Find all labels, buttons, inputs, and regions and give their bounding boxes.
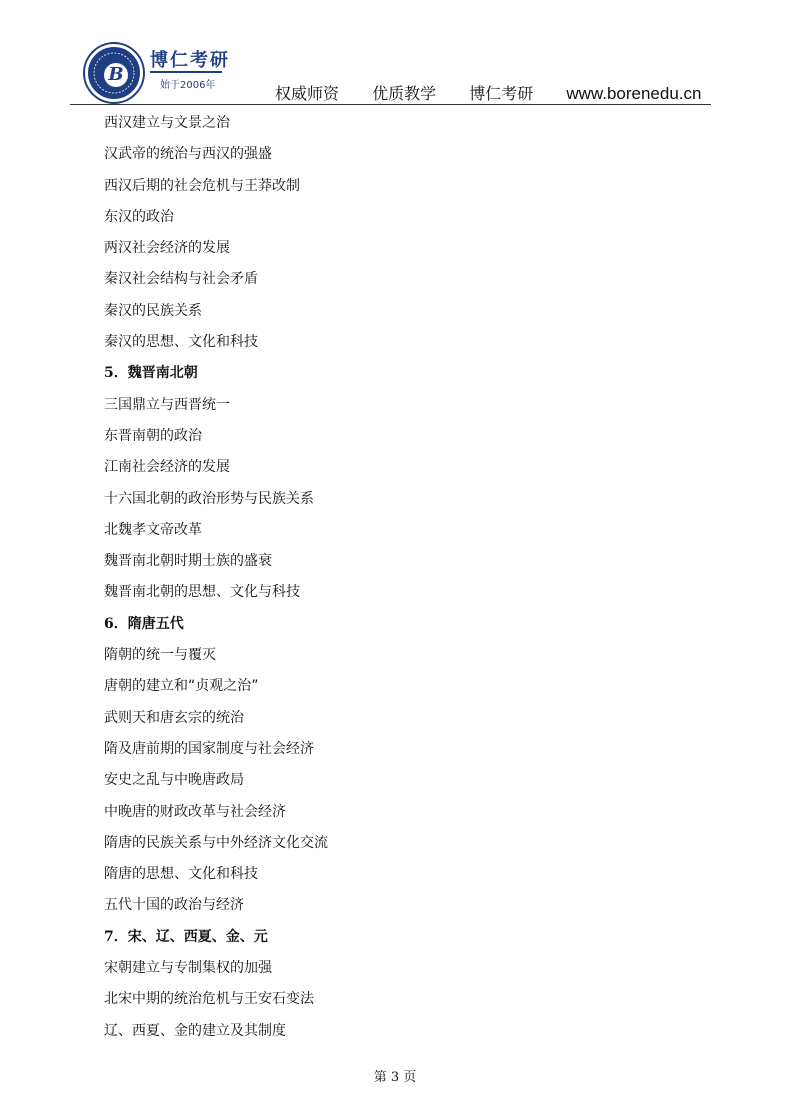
syllabus-item: 东汉的政治 [104,208,174,225]
syllabus-item: 武则天和唐玄宗的统治 [104,709,244,726]
page-header [0,0,790,106]
syllabus-item: 秦汉的民族关系 [104,302,202,319]
syllabus-item: 西汉后期的社会危机与王莽改制 [104,177,300,194]
syllabus-item: 隋唐的民族关系与中外经济文化交流 [104,834,328,851]
syllabus-item: 秦汉社会结构与社会矛盾 [104,271,258,288]
syllabus-item: 秦汉的思想、文化和科技 [104,334,258,351]
header-divider [70,104,711,105]
website-url: www.borenedu.cn [566,84,702,103]
section-heading: 7．宋、辽、西夏、金、元 [104,928,268,945]
syllabus-item: 北魏孝文帝改革 [104,521,202,538]
syllabus-item: 汉武帝的统治与西汉的强盛 [104,146,272,163]
nav-item-teaching: 优质教学 [372,84,437,103]
syllabus-item: 东晋南朝的政治 [104,427,202,444]
nav-item-brand: 博仁考研 [469,84,534,103]
syllabus-item: 宋朝建立与专制集权的加强 [104,960,272,977]
syllabus-item: 隋及唐前期的国家制度与社会经济 [104,740,314,757]
page-number: 第 3 页 [373,1070,417,1085]
syllabus-item: 中晚唐的财政改革与社会经济 [104,803,286,820]
brand-underline [150,71,222,73]
section-heading: 5．魏晋南北朝 [104,365,198,382]
syllabus-item: 西汉建立与文景之治 [104,115,230,131]
boren-logo-seal [85,44,143,102]
syllabus-item: 魏晋南北朝的思想、文化与科技 [104,584,300,601]
logo-letter-b: B [104,63,128,87]
section-heading: 6．隋唐五代 [104,615,184,632]
syllabus-item: 三国鼎立与西晋统一 [104,396,230,413]
header-nav [275,81,701,104]
brand-name: 博仁考研 [150,50,230,71]
brand-since: 始于2006年 [160,80,216,91]
syllabus-list [104,108,704,1047]
syllabus-item: 十六国北朝的政治形势与民族关系 [104,490,314,507]
syllabus-item: 魏晋南北朝时期士族的盛衰 [104,553,272,570]
syllabus-item: 隋朝的统一与覆灭 [104,647,216,664]
syllabus-item: 隋唐的思想、文化和科技 [104,866,258,883]
syllabus-item: 江南社会经济的发展 [104,459,230,476]
syllabus-item: 两汉社会经济的发展 [104,240,230,257]
syllabus-item: 唐朝的建立和“贞观之治” [104,678,259,695]
syllabus-item: 安史之乱与中晚唐政局 [104,772,244,789]
syllabus-item: 辽、西夏、金的建立及其制度 [104,1022,286,1039]
syllabus-item: 五代十国的政治与经济 [104,897,244,914]
syllabus-item: 北宋中期的统治危机与王安石变法 [104,991,314,1008]
nav-item-faculty: 权威师资 [275,84,340,103]
